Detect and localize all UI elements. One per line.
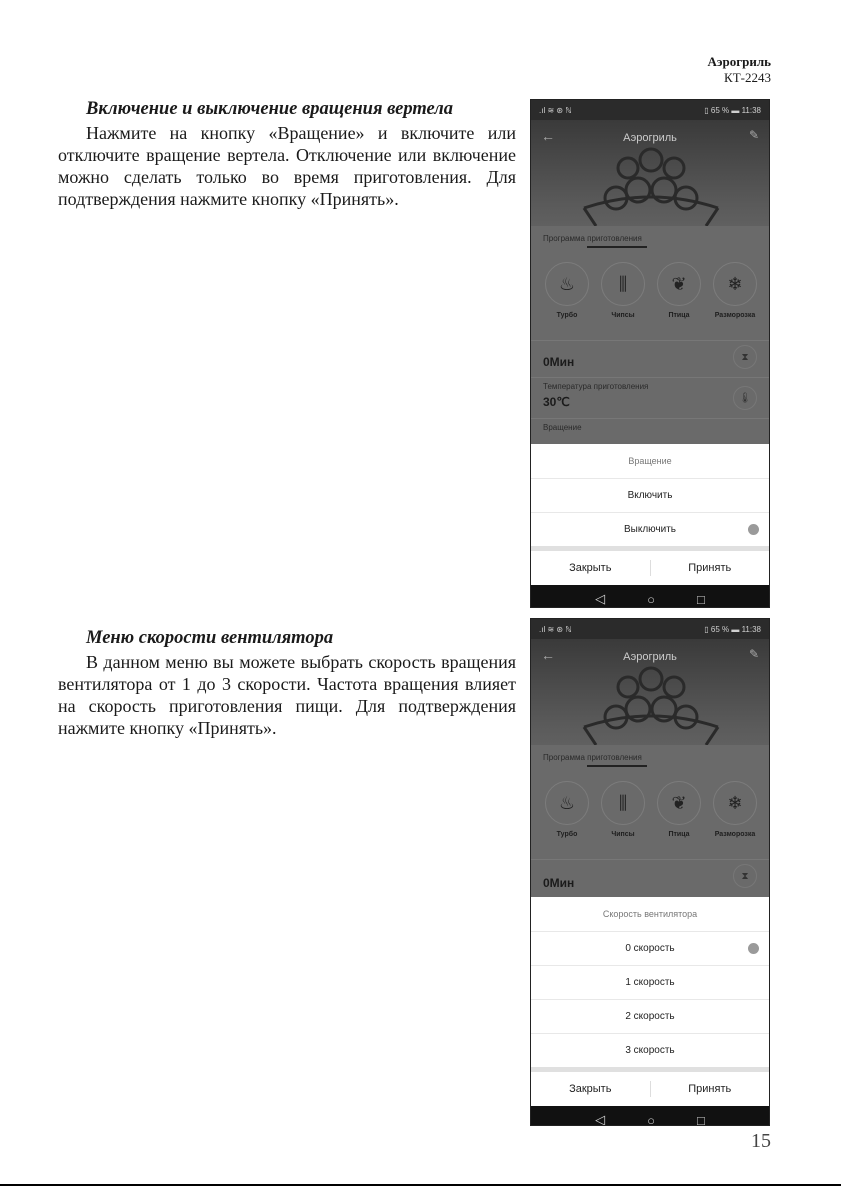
nav-home-icon[interactable]: ○ [647,1112,655,1126]
accept-button[interactable]: Принять [688,1083,732,1095]
tab-underline [587,765,647,767]
mode-chips[interactable] [600,781,646,845]
hourglass-icon: ⧗ [733,345,757,369]
section-rotation-title: Включение и выключение вращения вертела [86,99,453,119]
mode-label: Разморозка [714,831,756,838]
time-row[interactable] [531,340,769,377]
mode-defrost[interactable] [712,781,758,845]
mode-turbo[interactable] [544,781,590,845]
mode-chips[interactable] [600,262,646,326]
status-bar [531,100,769,120]
thermometer-icon: 🌡 [733,386,757,410]
program-label: Программа приготовления [543,753,642,762]
status-battery-time: ▯ 65 % ▬ 11:38 [704,105,761,115]
temperature-label: Температура приготовления [543,382,649,391]
back-arrow-icon[interactable]: ← [541,647,555,663]
edit-icon[interactable]: ✎ [748,128,759,142]
bottom-sheet-rotation [531,444,769,585]
section-rotation [58,98,516,210]
temperature-value: 30℃ [543,395,570,409]
mode-label: Чипсы [611,831,635,838]
option-speed-2[interactable]: 2 скорость [531,999,769,1033]
snowflake-icon: ❄ [713,262,757,306]
android-nav-bar [531,585,769,608]
app-header [531,120,769,226]
mode-label: Птица [668,831,690,838]
section-rotation-text: Нажмите на кнопку «Вращение» и включите или отключите вращение вертела. Отключение или включение можно сделать только во время приготовления. Для подтверждения нажмите кнопку «Принять». [58,123,516,209]
popcorn-bowl-icon [576,665,726,745]
android-nav-bar [531,1106,769,1126]
program-label: Программа приготовления [543,234,642,243]
temperature-row[interactable] [531,377,769,418]
app-header [531,639,769,745]
steam-icon: ♨ [545,781,589,825]
edit-icon[interactable]: ✎ [748,647,759,661]
section-fan-speed [58,627,516,739]
app-content [531,226,769,444]
selected-check-icon [748,943,759,954]
hourglass-icon: ⧗ [733,864,757,888]
status-icons: .ıl ≋ ⊛ ℕ [539,105,572,115]
bottom-rule [0,1184,841,1186]
mode-label: Турбо [556,312,578,319]
nav-back-icon[interactable]: ◁ [595,1112,606,1126]
mode-label: Турбо [556,831,578,838]
section-fan-title: Меню скорости вентилятора [86,628,334,648]
option-speed-3[interactable]: 3 скорость [531,1033,769,1067]
option-label: 0 скорость [625,943,675,954]
mode-poultry[interactable] [656,781,702,845]
option-speed-0[interactable] [531,931,769,965]
accept-button[interactable]: Принять [688,562,732,574]
rotation-row[interactable] [531,418,769,439]
mode-turbo[interactable] [544,262,590,326]
nav-recents-icon[interactable]: □ [697,591,705,607]
mode-label: Разморозка [714,312,756,319]
phone-screenshot-rotation [530,99,770,608]
chicken-icon: ❦ [657,781,701,825]
nav-back-icon[interactable]: ◁ [595,591,606,606]
sheet-title: Скорость вентилятора [602,909,698,919]
page-header [707,54,771,86]
back-arrow-icon[interactable]: ← [541,128,555,144]
mode-poultry[interactable] [656,262,702,326]
mode-list [531,767,769,845]
fries-icon: ⫼ [601,262,645,306]
option-speed-1[interactable]: 1 скорость [531,965,769,999]
chicken-icon: ❦ [657,262,701,306]
mode-list [531,248,769,326]
mode-defrost[interactable] [712,262,758,326]
header-model: КТ-2243 [724,70,771,85]
sheet-title: Вращение [628,456,672,466]
app-title: Аэрогриль [623,651,677,663]
status-icons: .ıl ≋ ⊛ ℕ [539,624,572,634]
steam-icon: ♨ [545,262,589,306]
rotation-label: Вращение [543,423,582,432]
app-content [531,745,769,897]
tab-underline [587,246,647,248]
option-disable[interactable] [531,512,769,546]
option-label: Выключить [623,524,677,535]
status-bar [531,619,769,639]
nav-home-icon[interactable]: ○ [647,591,655,607]
time-row[interactable] [531,859,769,898]
page-number: 15 [751,1130,771,1152]
header-brand: Аэрогриль [707,54,771,69]
status-battery-time: ▯ 65 % ▬ 11:38 [704,624,761,634]
sheet-actions [531,551,769,585]
popcorn-bowl-icon [576,146,726,226]
close-button[interactable]: Закрыть [569,1083,612,1095]
section-fan-text: В данном меню вы можете выбрать скорость вращения вентилятора от 1 до 3 скорости. Частота вращения влияет на скорость приготовления пищи. Для подтверждения нажмите кнопку «Принять». [58,652,516,738]
time-value: 0Мин [543,355,575,369]
sheet-actions [531,1072,769,1106]
fries-icon: ⫼ [601,781,645,825]
mode-label: Чипсы [611,312,635,319]
time-value: 0Мин [543,876,575,890]
close-button[interactable]: Закрыть [569,562,612,574]
nav-recents-icon[interactable]: □ [697,1112,705,1126]
phone-screenshot-fan-speed [530,618,770,1126]
app-title: Аэрогриль [623,132,677,144]
bottom-sheet-fan-speed [531,897,769,1106]
mode-label: Птица [668,312,690,319]
option-enable[interactable]: Включить [531,478,769,512]
snowflake-icon: ❄ [713,781,757,825]
selected-check-icon [748,524,759,535]
